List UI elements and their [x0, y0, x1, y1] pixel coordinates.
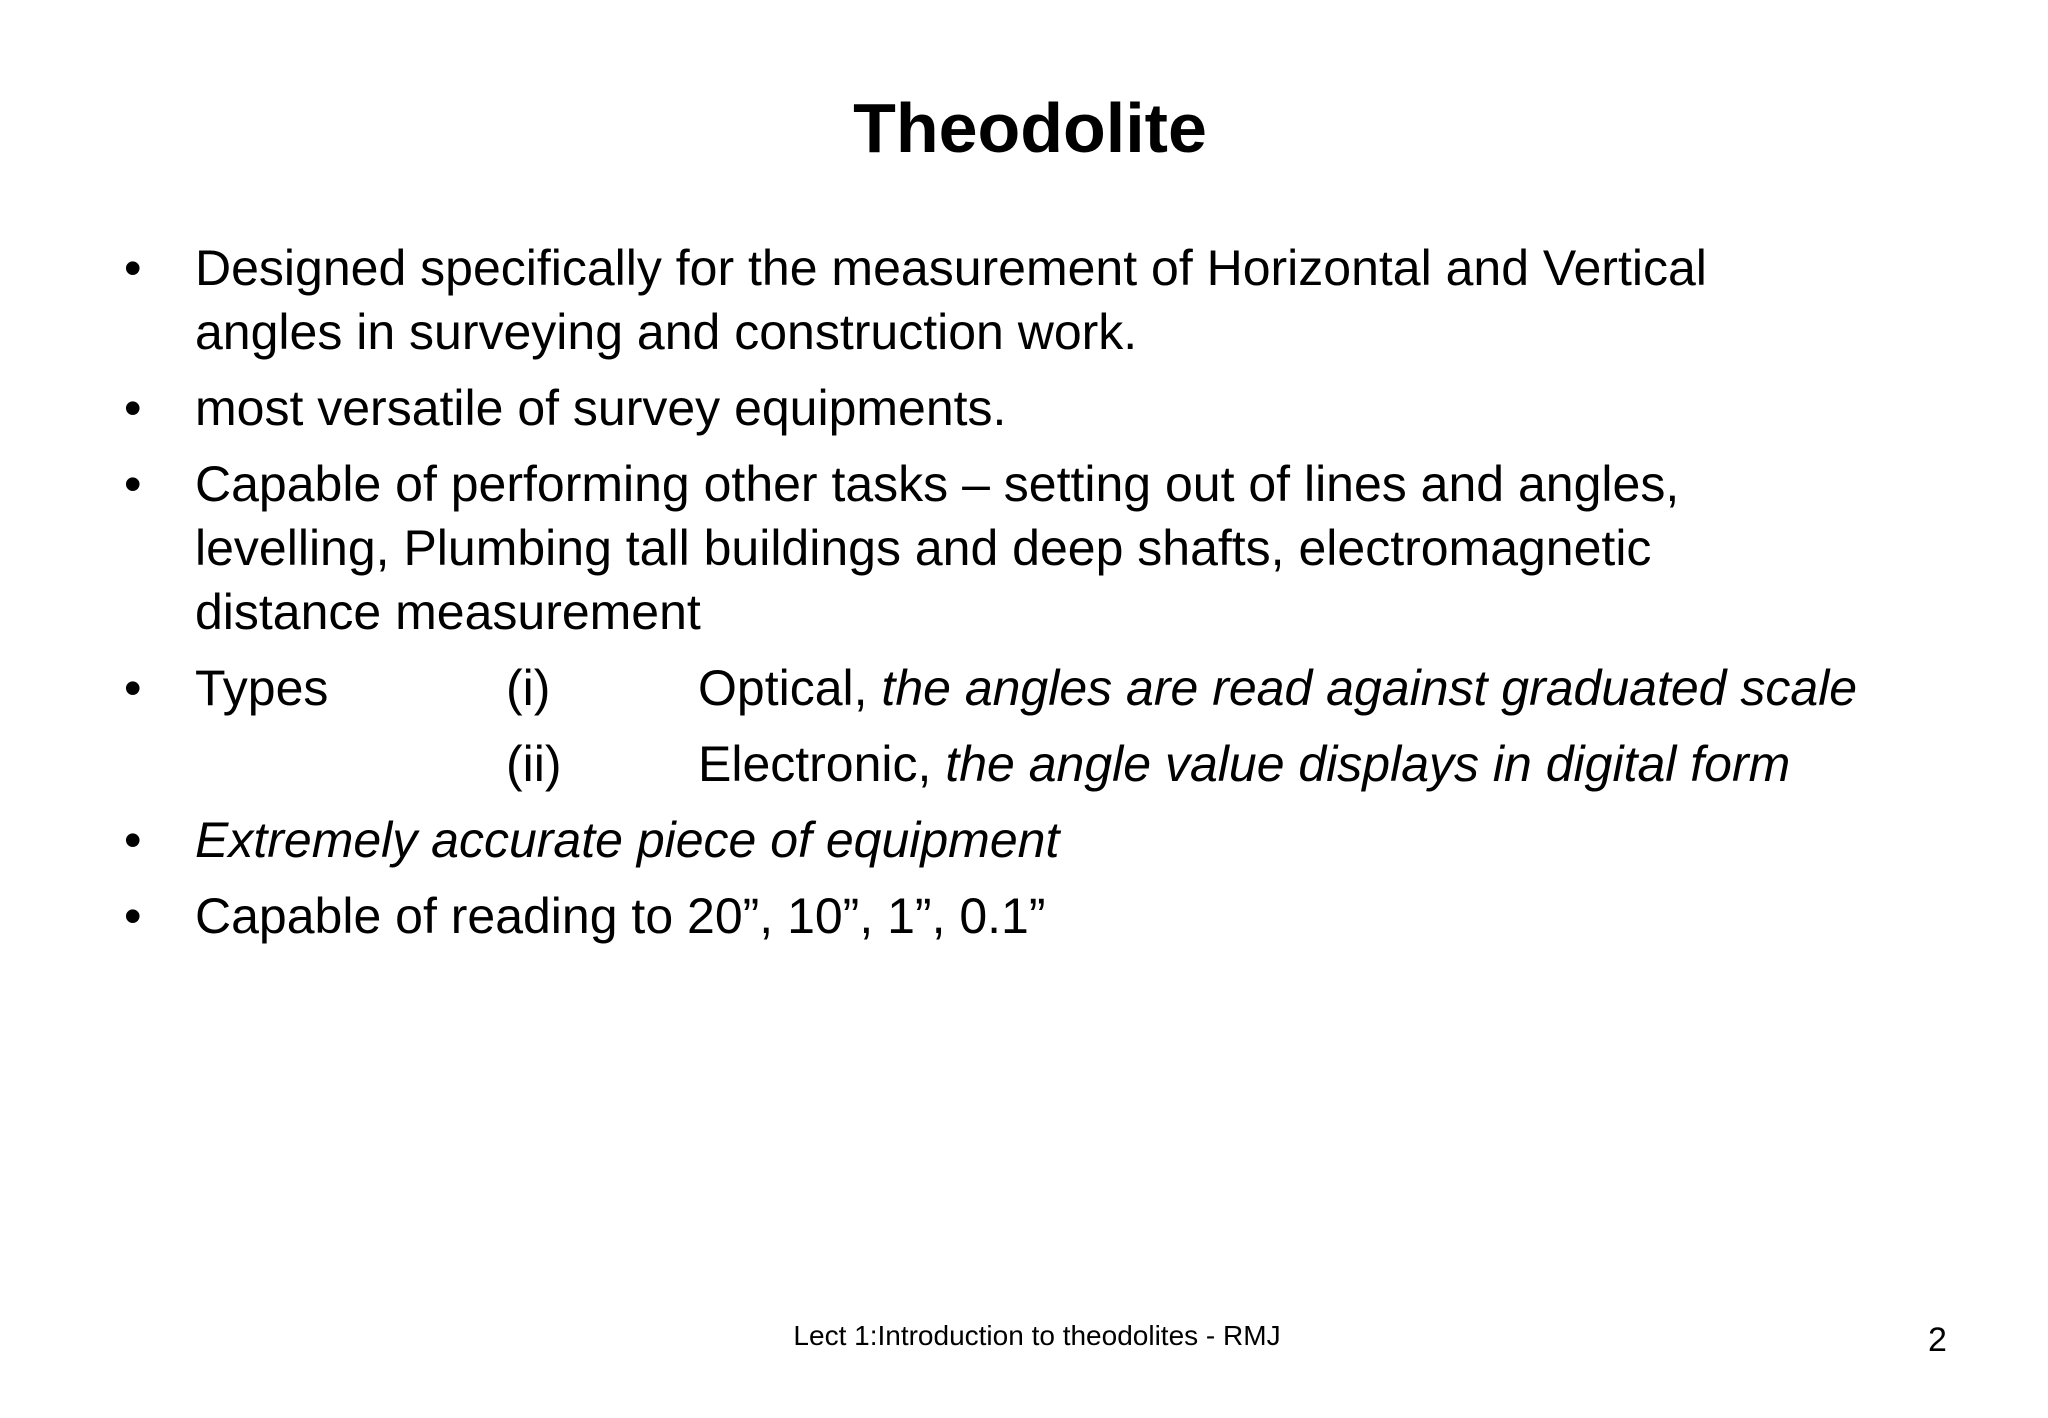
page-number: 2 [1928, 1321, 1947, 1359]
bullet-line: Capable of performing other tasks – setting out of lines and angles, [195, 456, 1680, 512]
bullet-line: levelling, Plumbing tall buildings and deep shafts, electromagnetic [195, 520, 1652, 576]
type-name: Optical, [698, 660, 868, 716]
bullet-line: most versatile of survey equipments. [195, 380, 1007, 436]
footer-text: Lect 1:Introduction to theodolites - RMJ [793, 1320, 1281, 1351]
bullet-text [195, 236, 1955, 364]
type-description: the angles are read against graduated scale [881, 660, 1858, 716]
bullet-line: Designed specifically for the measurement of Horizontal and Vertical [195, 240, 1707, 296]
type-number: (ii) [506, 736, 562, 792]
accuracy-text: Extremely accurate piece of equipment [195, 812, 1060, 868]
bullet-dot: • [124, 812, 142, 868]
reading-text: Capable of reading to 20”, 10”, 1”, 0.1” [195, 888, 1046, 944]
bullet-dot: • [124, 660, 142, 716]
bullet-dot: • [124, 888, 142, 944]
bullet-dot: • [124, 240, 142, 296]
type-name: Electronic, [698, 736, 932, 792]
bullet-text [195, 376, 1955, 440]
type-number: (i) [506, 660, 551, 716]
type-entry [698, 656, 1857, 720]
bullet-text [195, 452, 1955, 644]
bullet-dot: • [124, 456, 142, 512]
slide-title: Theodolite [853, 89, 1207, 167]
type-description: the angle value displays in digital form [945, 736, 1791, 792]
bullet-line: distance measurement [195, 584, 701, 640]
bullet-dot: • [124, 380, 142, 436]
types-label: Types [195, 660, 329, 716]
bullet-line: angles in surveying and construction work. [195, 304, 1138, 360]
type-entry [698, 732, 1790, 796]
